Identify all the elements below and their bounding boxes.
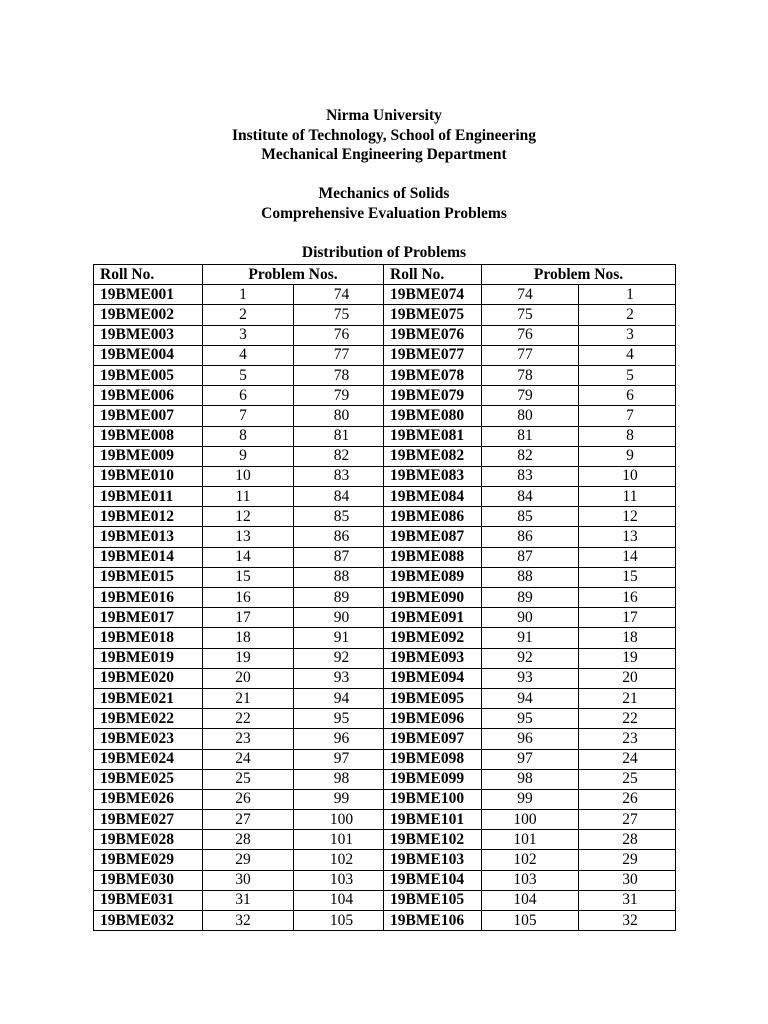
problem-number: 32 (579, 911, 676, 931)
problem-number: 20 (579, 668, 676, 688)
roll-number-right: 19BME075 (384, 305, 482, 325)
problem-number: 95 (294, 709, 384, 729)
problem-number: 24 (203, 749, 294, 769)
problem-number: 81 (482, 426, 579, 446)
problem-number: 14 (579, 547, 676, 567)
problem-number: 80 (294, 406, 384, 426)
problem-number: 6 (579, 386, 676, 406)
problem-number: 88 (482, 567, 579, 587)
roll-number-right: 19BME100 (384, 789, 482, 809)
problem-number: 86 (482, 527, 579, 547)
roll-number-right: 19BME082 (384, 446, 482, 466)
table-row (94, 527, 676, 547)
table-row (94, 709, 676, 729)
roll-number-right: 19BME096 (384, 709, 482, 729)
roll-number-left: 19BME009 (94, 446, 203, 466)
roll-number-left: 19BME023 (94, 729, 203, 749)
problem-number: 16 (203, 588, 294, 608)
problem-number: 93 (294, 668, 384, 688)
roll-number-right: 19BME088 (384, 547, 482, 567)
problem-number: 90 (294, 608, 384, 628)
roll-number-left: 19BME017 (94, 608, 203, 628)
table-row (94, 466, 676, 486)
evaluation-title: Comprehensive Evaluation Problems (261, 204, 507, 222)
problem-number: 17 (203, 608, 294, 628)
table-row (94, 749, 676, 769)
problem-number: 24 (579, 749, 676, 769)
table-row (94, 547, 676, 567)
roll-number-right: 19BME078 (384, 365, 482, 385)
problem-number: 101 (294, 830, 384, 850)
problem-number: 103 (482, 870, 579, 890)
problem-number: 10 (579, 466, 676, 486)
roll-number-left: 19BME029 (94, 850, 203, 870)
table-row (94, 345, 676, 365)
problem-number: 83 (482, 466, 579, 486)
table-row (94, 608, 676, 628)
problem-number: 12 (579, 507, 676, 527)
problem-number: 27 (203, 810, 294, 830)
problem-number: 27 (579, 810, 676, 830)
problem-number: 2 (203, 305, 294, 325)
roll-number-left: 19BME028 (94, 830, 203, 850)
problem-number: 104 (482, 890, 579, 910)
problem-number: 19 (203, 648, 294, 668)
roll-number-right: 19BME093 (384, 648, 482, 668)
roll-number-right: 19BME089 (384, 567, 482, 587)
problem-number: 23 (579, 729, 676, 749)
roll-number-right: 19BME084 (384, 487, 482, 507)
roll-number-left: 19BME004 (94, 345, 203, 365)
problem-number: 30 (203, 870, 294, 890)
problem-number: 9 (203, 446, 294, 466)
problem-number: 97 (294, 749, 384, 769)
problem-number: 29 (579, 850, 676, 870)
problem-number: 87 (482, 547, 579, 567)
problem-number: 5 (579, 365, 676, 385)
table-row (94, 386, 676, 406)
roll-number-right: 19BME077 (384, 345, 482, 365)
roll-number-right: 19BME087 (384, 527, 482, 547)
problem-number: 3 (579, 325, 676, 345)
problem-number: 92 (294, 648, 384, 668)
roll-number-left: 19BME006 (94, 386, 203, 406)
table-row (94, 487, 676, 507)
table-row (94, 588, 676, 608)
problem-number: 90 (482, 608, 579, 628)
problem-number: 30 (579, 870, 676, 890)
problem-number: 96 (482, 729, 579, 749)
table-row (94, 911, 676, 931)
roll-no-header-right: Roll No. (384, 265, 482, 285)
roll-number-left: 19BME026 (94, 789, 203, 809)
roll-number-right: 19BME083 (384, 466, 482, 486)
problem-number: 80 (482, 406, 579, 426)
roll-number-left: 19BME024 (94, 749, 203, 769)
problem-number: 15 (203, 567, 294, 587)
roll-number-right: 19BME086 (384, 507, 482, 527)
roll-number-left: 19BME020 (94, 668, 203, 688)
problem-number: 99 (294, 789, 384, 809)
problem-number: 81 (294, 426, 384, 446)
problem-number: 13 (579, 527, 676, 547)
problem-number: 21 (203, 688, 294, 708)
roll-number-left: 19BME018 (94, 628, 203, 648)
problem-number: 77 (294, 345, 384, 365)
problem-number: 9 (579, 446, 676, 466)
problem-number: 97 (482, 749, 579, 769)
roll-number-right: 19BME079 (384, 386, 482, 406)
problem-number: 91 (294, 628, 384, 648)
table-title: Distribution of Problems (301, 243, 467, 261)
roll-number-left: 19BME027 (94, 810, 203, 830)
problem-number: 21 (579, 688, 676, 708)
roll-number-right: 19BME094 (384, 668, 482, 688)
problem-number: 32 (203, 911, 294, 931)
problem-number: 11 (203, 487, 294, 507)
table-row (94, 830, 676, 850)
problem-number: 94 (294, 688, 384, 708)
roll-number-right: 19BME074 (384, 285, 482, 305)
problem-number: 98 (482, 769, 579, 789)
problem-number: 8 (579, 426, 676, 446)
roll-number-left: 19BME003 (94, 325, 203, 345)
roll-number-left: 19BME030 (94, 870, 203, 890)
roll-number-right: 19BME076 (384, 325, 482, 345)
table-row (94, 285, 676, 305)
roll-number-left: 19BME032 (94, 911, 203, 931)
problem-number: 18 (203, 628, 294, 648)
problem-number: 8 (203, 426, 294, 446)
table-row (94, 406, 676, 426)
problem-number: 83 (294, 466, 384, 486)
roll-number-left: 19BME011 (94, 487, 203, 507)
problem-number: 79 (482, 386, 579, 406)
problem-number: 99 (482, 789, 579, 809)
problem-number: 16 (579, 588, 676, 608)
table-row (94, 668, 676, 688)
table-row (94, 850, 676, 870)
roll-number-right: 19BME101 (384, 810, 482, 830)
table-row (94, 426, 676, 446)
problem-number: 79 (294, 386, 384, 406)
roll-number-right: 19BME099 (384, 769, 482, 789)
table-row (94, 446, 676, 466)
problem-number: 18 (579, 628, 676, 648)
problem-number: 91 (482, 628, 579, 648)
problem-number: 89 (482, 588, 579, 608)
problem-number: 2 (579, 305, 676, 325)
problem-number: 5 (203, 365, 294, 385)
table-row (94, 305, 676, 325)
problem-number: 4 (579, 345, 676, 365)
problem-number: 13 (203, 527, 294, 547)
problem-number: 7 (579, 406, 676, 426)
roll-number-left: 19BME008 (94, 426, 203, 446)
roll-number-right: 19BME106 (384, 911, 482, 931)
distribution-table (93, 264, 676, 931)
problem-number: 76 (482, 325, 579, 345)
problem-number: 76 (294, 325, 384, 345)
table-row (94, 688, 676, 708)
problem-number: 93 (482, 668, 579, 688)
problem-number: 75 (482, 305, 579, 325)
roll-number-left: 19BME002 (94, 305, 203, 325)
problem-number: 100 (482, 810, 579, 830)
problem-number: 92 (482, 648, 579, 668)
roll-number-left: 19BME014 (94, 547, 203, 567)
roll-number-right: 19BME102 (384, 830, 482, 850)
roll-number-left: 19BME021 (94, 688, 203, 708)
problem-number: 25 (579, 769, 676, 789)
roll-number-left: 19BME015 (94, 567, 203, 587)
table-row (94, 365, 676, 385)
problem-number: 28 (203, 830, 294, 850)
problem-number: 14 (203, 547, 294, 567)
problem-number: 1 (203, 285, 294, 305)
problem-nos-header-left: Problem Nos. (203, 265, 384, 285)
roll-number-left: 19BME013 (94, 527, 203, 547)
roll-number-left: 19BME007 (94, 406, 203, 426)
table-row (94, 648, 676, 668)
roll-number-left: 19BME012 (94, 507, 203, 527)
problem-number: 94 (482, 688, 579, 708)
problem-number: 22 (203, 709, 294, 729)
institute-name: Institute of Technology, School of Engineering (231, 126, 536, 144)
table-row (94, 325, 676, 345)
table-row (94, 870, 676, 890)
problem-number: 26 (203, 789, 294, 809)
problem-number: 84 (294, 487, 384, 507)
problem-number: 95 (482, 709, 579, 729)
roll-number-right: 19BME095 (384, 688, 482, 708)
table-body (94, 285, 676, 931)
problem-number: 23 (203, 729, 294, 749)
roll-number-left: 19BME010 (94, 466, 203, 486)
table-row (94, 810, 676, 830)
roll-number-right: 19BME097 (384, 729, 482, 749)
university-name: Nirma University (326, 107, 442, 124)
problem-number: 101 (482, 830, 579, 850)
problem-number: 85 (482, 507, 579, 527)
roll-number-right: 19BME090 (384, 588, 482, 608)
problem-nos-header-right: Problem Nos. (482, 265, 676, 285)
problem-number: 6 (203, 386, 294, 406)
problem-number: 74 (294, 285, 384, 305)
table-row (94, 789, 676, 809)
problem-number: 25 (203, 769, 294, 789)
problem-number: 98 (294, 769, 384, 789)
roll-number-right: 19BME104 (384, 870, 482, 890)
problem-number: 100 (294, 810, 384, 830)
problem-number: 102 (294, 850, 384, 870)
problem-number: 82 (294, 446, 384, 466)
department-name: Mechanical Engineering Department (261, 146, 507, 163)
problem-number: 103 (294, 870, 384, 890)
problem-number: 17 (579, 608, 676, 628)
problem-number: 105 (482, 911, 579, 931)
table-row (94, 507, 676, 527)
table-header-row (94, 265, 676, 285)
roll-number-right: 19BME091 (384, 608, 482, 628)
problem-number: 31 (203, 890, 294, 910)
problem-number: 104 (294, 890, 384, 910)
roll-number-right: 19BME103 (384, 850, 482, 870)
roll-number-right: 19BME105 (384, 890, 482, 910)
problem-number: 20 (203, 668, 294, 688)
problem-number: 96 (294, 729, 384, 749)
roll-number-left: 19BME025 (94, 769, 203, 789)
roll-number-right: 19BME092 (384, 628, 482, 648)
roll-number-left: 19BME022 (94, 709, 203, 729)
table-row (94, 628, 676, 648)
problem-number: 19 (579, 648, 676, 668)
problem-number: 78 (294, 365, 384, 385)
table-row (94, 729, 676, 749)
problem-number: 10 (203, 466, 294, 486)
roll-number-left: 19BME019 (94, 648, 203, 668)
roll-number-right: 19BME080 (384, 406, 482, 426)
problem-number: 89 (294, 588, 384, 608)
problem-number: 12 (203, 507, 294, 527)
problem-number: 29 (203, 850, 294, 870)
problem-number: 22 (579, 709, 676, 729)
problem-number: 26 (579, 789, 676, 809)
problem-number: 77 (482, 345, 579, 365)
roll-number-left: 19BME005 (94, 365, 203, 385)
problem-number: 3 (203, 325, 294, 345)
problem-number: 87 (294, 547, 384, 567)
problem-number: 102 (482, 850, 579, 870)
course-name: Mechanics of Solids (318, 185, 450, 202)
problem-number: 15 (579, 567, 676, 587)
problem-number: 31 (579, 890, 676, 910)
roll-number-right: 19BME098 (384, 749, 482, 769)
problem-number: 75 (294, 305, 384, 325)
problem-number: 82 (482, 446, 579, 466)
problem-number: 28 (579, 830, 676, 850)
problem-number: 74 (482, 285, 579, 305)
roll-no-header-left: Roll No. (94, 265, 203, 285)
roll-number-left: 19BME016 (94, 588, 203, 608)
problem-number: 86 (294, 527, 384, 547)
problem-number: 11 (579, 487, 676, 507)
problem-number: 78 (482, 365, 579, 385)
problem-number: 85 (294, 507, 384, 527)
roll-number-left: 19BME001 (94, 285, 203, 305)
table-row (94, 567, 676, 587)
problem-number: 4 (203, 345, 294, 365)
problem-number: 84 (482, 487, 579, 507)
roll-number-right: 19BME081 (384, 426, 482, 446)
table-row (94, 890, 676, 910)
problem-number: 1 (579, 285, 676, 305)
problem-number: 88 (294, 567, 384, 587)
problem-number: 105 (294, 911, 384, 931)
roll-number-left: 19BME031 (94, 890, 203, 910)
table-row (94, 769, 676, 789)
problem-number: 7 (203, 406, 294, 426)
document-header (0, 106, 768, 262)
